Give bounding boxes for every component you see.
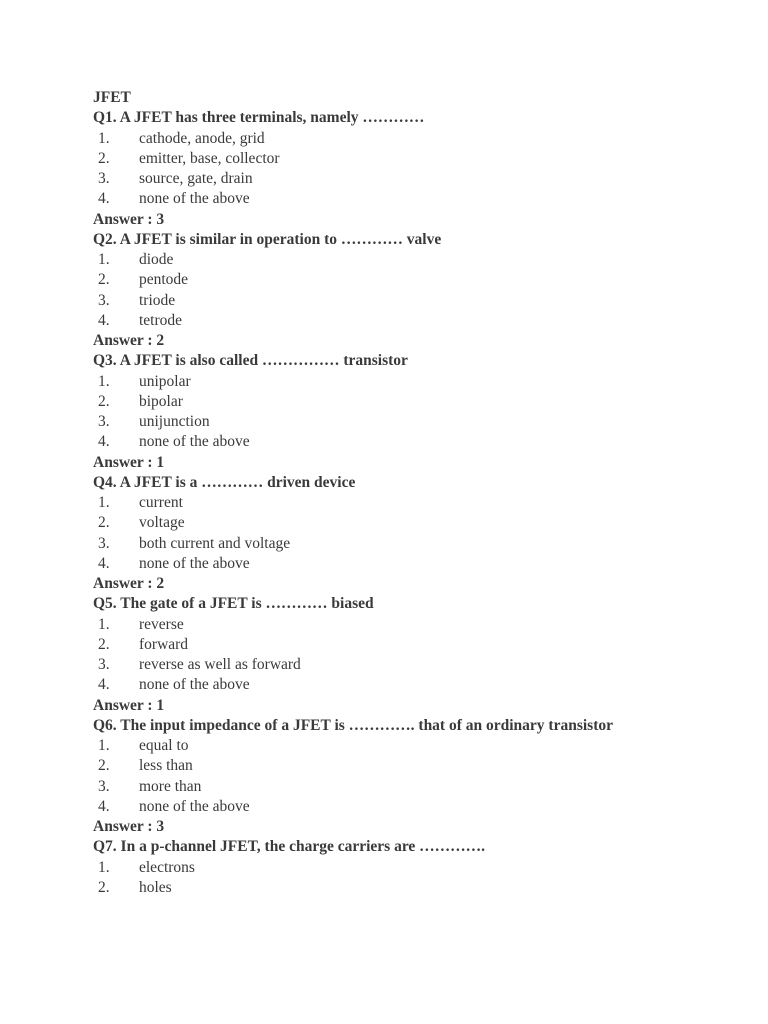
option-number: 2. [98,635,110,653]
option-item [93,534,713,554]
question-list [93,108,713,898]
option-number: 2. [98,757,110,775]
option-item [93,149,713,169]
option-list [93,736,713,817]
option-item [93,635,713,655]
question-block [93,594,713,716]
option-number: 4. [98,797,110,815]
option-item [93,615,713,635]
option-item [93,291,713,311]
option-text: tetrode [139,311,183,329]
option-text: voltage [139,514,185,532]
option-number: 3. [98,291,110,309]
question-block [93,837,713,898]
option-item [93,777,713,797]
option-number: 1. [98,251,110,268]
option-item [93,513,713,533]
option-item [93,372,713,392]
document [93,88,713,898]
option-list [93,493,713,574]
option-list [93,372,713,453]
option-number: 1. [98,494,110,511]
option-item [93,878,713,898]
option-text: bipolar [139,392,183,410]
option-number: 3. [98,777,110,795]
question-text: Q7. In a p-channel JFET, the charge carriers are …………. [93,838,486,856]
option-item [93,675,713,695]
option-text: source, gate, drain [139,170,253,187]
option-number: 3. [98,534,110,552]
option-item [93,189,713,209]
option-number: 1. [98,615,110,633]
answer-text: Answer : 3 [93,210,165,228]
option-number: 4. [98,433,110,451]
option-text: pentode [139,271,189,289]
option-text: electrons [139,858,195,876]
answer-text: Answer : 1 [93,453,165,471]
option-number: 2. [98,271,110,289]
option-number: 1. [98,858,110,876]
option-text: both current and voltage [139,534,291,552]
option-number: 3. [98,656,110,673]
option-number: 1. [98,372,110,390]
option-number: 2. [98,392,110,410]
option-text: unipolar [139,372,191,390]
question-block [93,716,713,838]
option-item [93,412,713,432]
question-text: Q1. A JFET has three terminals, namely ………… [93,109,425,127]
option-item [93,311,713,331]
question-text: Q2. A JFET is similar in operation to ………… valve [93,230,442,248]
question-text: Q4. A JFET is a ………… driven device [93,473,356,491]
option-number: 2. [98,514,110,532]
option-text: equal to [139,737,189,754]
answer-text: Answer : 1 [93,696,165,714]
option-number: 2. [98,149,110,167]
question-block [93,230,713,352]
option-text: none of the above [139,554,250,572]
option-number: 3. [98,170,110,187]
option-text: none of the above [139,433,250,451]
option-text: more than [139,777,202,795]
option-number: 4. [98,190,110,208]
option-item [93,392,713,412]
option-list [93,858,713,899]
option-list [93,129,713,210]
option-text: reverse as well as forward [139,656,301,673]
option-text: none of the above [139,676,250,694]
option-text: less than [139,757,193,775]
option-text: diode [139,251,174,268]
document-title: JFET [93,89,131,106]
option-text: reverse [139,615,184,633]
option-item [93,493,713,513]
option-item [93,169,713,189]
option-number: 3. [98,413,110,430]
question-text: Q3. A JFET is also called …………… transistor [93,352,408,370]
option-item [93,554,713,574]
option-item [93,270,713,290]
option-item [93,858,713,878]
option-text: holes [139,878,172,896]
option-item [93,797,713,817]
option-number: 1. [98,129,110,147]
question-block [93,351,713,473]
question-text: Q6. The input impedance of a JFET is …………. that of an ordinary transistor [93,716,614,734]
answer-text: Answer : 2 [93,575,165,592]
option-number: 1. [98,737,110,754]
answer-text: Answer : 3 [93,818,165,835]
option-text: current [139,494,183,511]
option-text: none of the above [139,797,250,815]
option-list [93,615,713,696]
option-item [93,756,713,776]
question-block [93,108,713,230]
option-item [93,129,713,149]
option-text: triode [139,291,176,309]
question-block [93,473,713,595]
option-text: none of the above [139,190,250,208]
option-text: unijunction [139,413,210,430]
option-item [93,736,713,756]
option-number: 4. [98,676,110,694]
option-number: 4. [98,311,110,329]
option-list [93,250,713,331]
option-item [93,432,713,452]
option-number: 2. [98,878,110,896]
question-text: Q5. The gate of a JFET is ………… biased [93,595,374,613]
option-text: cathode, anode, grid [139,129,265,147]
option-number: 4. [98,554,110,572]
option-item [93,655,713,675]
option-text: emitter, base, collector [139,149,280,167]
option-text: forward [139,635,189,653]
option-item [93,250,713,270]
answer-text: Answer : 2 [93,332,165,349]
